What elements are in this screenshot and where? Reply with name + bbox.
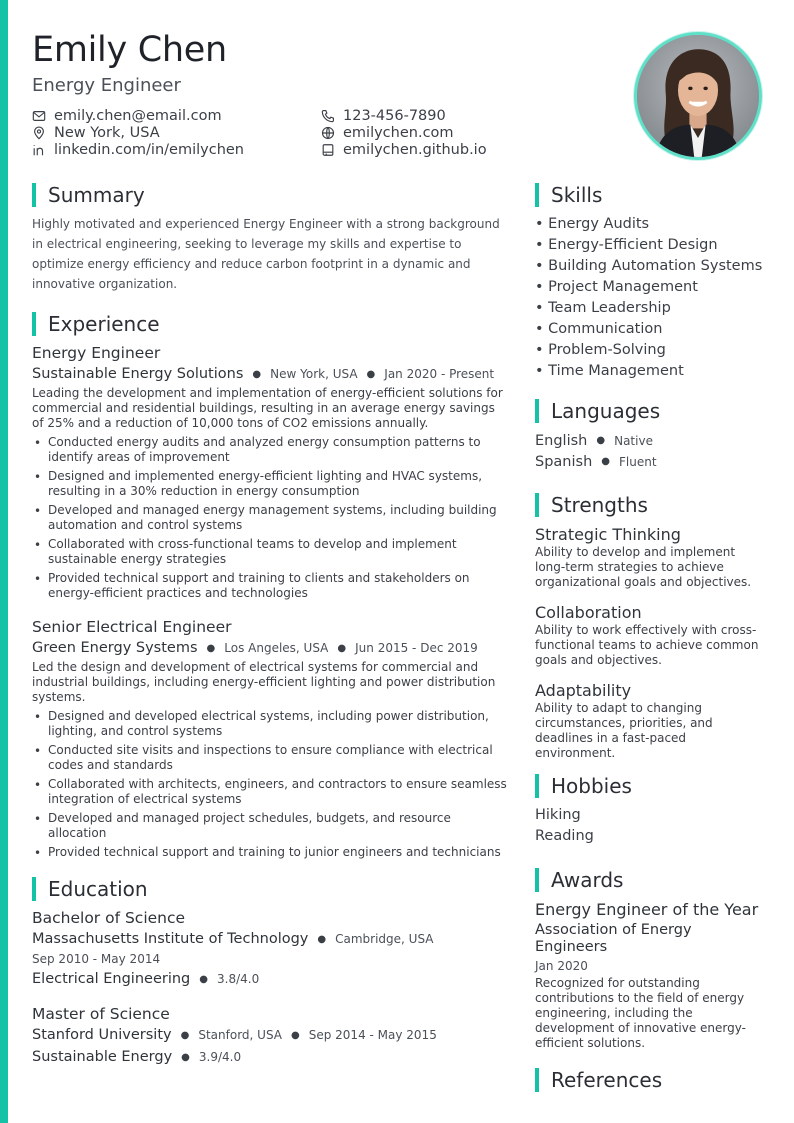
heading-accent — [535, 183, 539, 207]
strength-item — [535, 524, 767, 590]
school-meta — [32, 928, 510, 950]
contact-location — [32, 124, 244, 141]
school-name: Stanford University — [32, 1027, 172, 1043]
language-item — [535, 430, 767, 451]
separator-dot: ● — [206, 642, 216, 654]
languages-heading — [535, 398, 767, 424]
strengths-list — [535, 524, 767, 761]
phone-text: 123-456-7890 — [343, 107, 446, 124]
strength-item — [535, 680, 767, 761]
skill-item: • Time Management — [535, 363, 684, 379]
job-meta — [32, 637, 510, 659]
languages-list — [535, 430, 767, 472]
separator-dot: ● — [199, 973, 208, 985]
heading-accent — [32, 183, 36, 207]
bullet-item: • Designed and developed electrical systems, including power distribution, lighting, and control systems — [32, 709, 510, 739]
left-column — [32, 182, 510, 1082]
strength-title: Collaboration — [535, 603, 642, 622]
right-column — [535, 182, 767, 1099]
separator-dot: ● — [317, 933, 327, 945]
hobbies-heading — [535, 773, 767, 799]
education-heading — [32, 876, 510, 902]
job-entry — [32, 343, 510, 601]
job-entry-title: Energy Engineer — [32, 344, 161, 362]
strength-desc: Ability to work effectively with cross-functional teams to achieve common goals and objectives. — [535, 623, 759, 667]
skill-item: • Team Leadership — [535, 300, 671, 316]
bullet-item: • Conducted site visits and inspections to ensure compliance with electrical codes and standards — [32, 743, 510, 773]
strength-item — [535, 602, 767, 668]
job-description: Leading the development and implementation of energy-efficient solutions for commercial and residential buildings, resulting in an average energy savings of 25% and a reduction of 10,000 tons of CO2 emissions annually. — [32, 386, 503, 430]
candidate-name: Emily Chen — [32, 30, 227, 70]
summary-heading-text: Summary — [48, 183, 145, 207]
education-entry — [32, 908, 510, 990]
degree-title: Bachelor of Science — [32, 909, 186, 927]
awards-heading — [535, 867, 767, 893]
github-icon — [321, 143, 335, 157]
summary-heading — [32, 182, 510, 208]
award-date: Jan 2020 — [535, 959, 588, 973]
school-name: Massachusetts Institute of Technology — [32, 931, 309, 947]
field-meta — [32, 968, 510, 990]
company-name: Sustainable Energy Solutions — [32, 366, 244, 382]
mail-icon — [32, 109, 46, 123]
globe-icon — [321, 126, 335, 140]
strengths-heading — [535, 492, 767, 518]
heading-accent — [32, 312, 36, 336]
portrait-image — [637, 35, 759, 157]
bullet-item: • Developed and managed project schedules, budgets, and resource allocation — [32, 811, 510, 841]
heading-accent — [535, 1068, 539, 1092]
contact-github[interactable] — [321, 141, 487, 158]
skills-heading — [535, 182, 767, 208]
education-heading-text: Education — [48, 877, 148, 901]
skill-item: • Problem-Solving — [535, 342, 666, 358]
strength-desc: Ability to develop and implement long-term strategies to achieve organizational goals and objectives. — [535, 545, 752, 589]
separator-dot: ● — [596, 435, 606, 446]
hobby-item: Hiking — [535, 807, 581, 823]
skill-item: • Project Management — [535, 279, 698, 295]
experience-heading — [32, 311, 510, 337]
school-meta — [32, 1024, 510, 1046]
references-heading-text: References — [551, 1068, 663, 1092]
field-meta — [32, 1046, 510, 1068]
separator-dot: ● — [337, 642, 347, 654]
language-level: Fluent — [619, 454, 657, 469]
experience-heading-text: Experience — [48, 312, 160, 336]
github-text: emilychen.github.io — [343, 141, 487, 158]
skill-item: • Building Automation Systems — [535, 258, 763, 274]
degree-title: Master of Science — [32, 1005, 170, 1023]
bullet-item: • Provided technical support and training to clients and stakeholders on energy-efficient practices and technologies — [32, 571, 510, 601]
skill-item: • Energy Audits — [535, 216, 650, 232]
education-dates: Sep 2010 - May 2014 — [32, 952, 161, 966]
skill-item: • Communication — [535, 321, 663, 337]
skill-item: • Energy-Efficient Design — [535, 237, 718, 253]
accent-bar — [0, 0, 8, 1123]
award-item — [535, 899, 767, 1051]
hobbies-list — [535, 805, 767, 847]
job-entry-title: Senior Electrical Engineer — [32, 618, 232, 636]
job-location: Los Angeles, USA — [224, 641, 329, 655]
skills-heading-text: Skills — [551, 183, 603, 207]
gpa: 3.9/4.0 — [198, 1050, 242, 1064]
contact-email[interactable] — [32, 107, 244, 124]
languages-heading-text: Languages — [551, 399, 661, 423]
profile-photo — [634, 32, 762, 160]
strength-title: Adaptability — [535, 681, 632, 700]
strength-desc: Ability to adapt to changing circumstances, priorities, and deadlines in a fast-paced environment. — [535, 701, 713, 760]
language-item — [535, 451, 767, 472]
language-name: English — [535, 432, 588, 449]
heading-accent — [535, 399, 539, 423]
bullet-item: • Conducted energy audits and analyzed energy consumption patterns to identify areas of improvement — [32, 435, 510, 465]
separator-dot: ● — [180, 1029, 190, 1041]
heading-accent — [32, 877, 36, 901]
award-title: Energy Engineer of the Year — [535, 900, 759, 919]
company-name: Green Energy Systems — [32, 640, 198, 656]
location-icon — [32, 126, 46, 140]
hobbies-heading-text: Hobbies — [551, 774, 632, 798]
location-text: New York, USA — [54, 124, 160, 141]
separator-dot: ● — [366, 368, 376, 380]
education-entry — [32, 1004, 510, 1068]
hobby-item: Reading — [535, 828, 594, 844]
skills-list — [535, 214, 767, 382]
field-of-study: Sustainable Energy — [32, 1049, 173, 1065]
job-location: New York, USA — [270, 367, 358, 381]
job-dates: Jan 2020 - Present — [384, 367, 495, 381]
heading-accent — [535, 868, 539, 892]
field-of-study: Electrical Engineering — [32, 971, 191, 987]
school-location: Stanford, USA — [198, 1028, 282, 1042]
email-text: emily.chen@email.com — [54, 107, 222, 124]
bullet-item: • Collaborated with architects, engineers, and contractors to ensure seamless integration of electrical systems — [32, 777, 510, 807]
heading-accent — [535, 774, 539, 798]
job-bullets — [32, 709, 510, 860]
bullet-item: • Provided technical support and training to junior engineers and technicians — [32, 845, 510, 860]
school-location: Cambridge, USA — [335, 932, 434, 946]
job-title: Energy Engineer — [32, 75, 181, 96]
bullet-item: • Designed and implemented energy-efficient lighting and HVAC systems, resulting in a 30% reduction in energy consumption — [32, 469, 510, 499]
separator-dot: ● — [601, 456, 610, 467]
award-org: Association of Energy Engineers — [535, 922, 692, 955]
website-text: emilychen.com — [343, 124, 454, 141]
awards-heading-text: Awards — [551, 868, 624, 892]
award-desc: Recognized for outstanding contributions to the field of energy engineering, including the development of innovative energy-efficient solutions. — [535, 976, 746, 1050]
education-dates: Sep 2014 - May 2015 — [308, 1028, 437, 1042]
contact-right — [321, 107, 487, 158]
job-dates: Jun 2015 - Dec 2019 — [355, 641, 478, 655]
heading-accent — [535, 493, 539, 517]
linkedin-icon — [32, 143, 46, 157]
linkedin-text: linkedin.com/in/emilychen — [54, 141, 244, 158]
language-level: Native — [614, 433, 653, 448]
job-meta — [32, 363, 510, 385]
contact-linkedin[interactable] — [32, 141, 244, 158]
job-description: Led the design and development of electrical systems for commercial and industrial buildings, including energy-efficient lighting and power distribution systems. — [32, 660, 496, 704]
strength-title: Strategic Thinking — [535, 525, 681, 544]
job-bullets — [32, 435, 510, 601]
bullet-item: • Collaborated with cross-functional teams to develop and implement sustainable energy strategies — [32, 537, 510, 567]
phone-icon — [321, 109, 335, 123]
gpa: 3.8/4.0 — [217, 972, 260, 986]
job-entry — [32, 617, 510, 860]
contact-website[interactable] — [321, 124, 487, 141]
references-heading — [535, 1067, 767, 1093]
summary-text: Highly motivated and experienced Energy Engineer with a strong background in electrical engineering, seeking to leverage my skills and expertise to optimize energy efficiency and reduce carbon footprint in a dynamic and innovative organization. — [32, 217, 500, 291]
strengths-heading-text: Strengths — [551, 493, 648, 517]
bullet-item: • Developed and managed energy management systems, including building automation and control systems — [32, 503, 510, 533]
contact-phone[interactable] — [321, 107, 487, 124]
separator-dot: ● — [291, 1029, 300, 1041]
language-name: Spanish — [535, 453, 593, 470]
separator-dot: ● — [252, 368, 262, 380]
contact-left — [32, 107, 244, 158]
separator-dot: ● — [181, 1051, 190, 1063]
